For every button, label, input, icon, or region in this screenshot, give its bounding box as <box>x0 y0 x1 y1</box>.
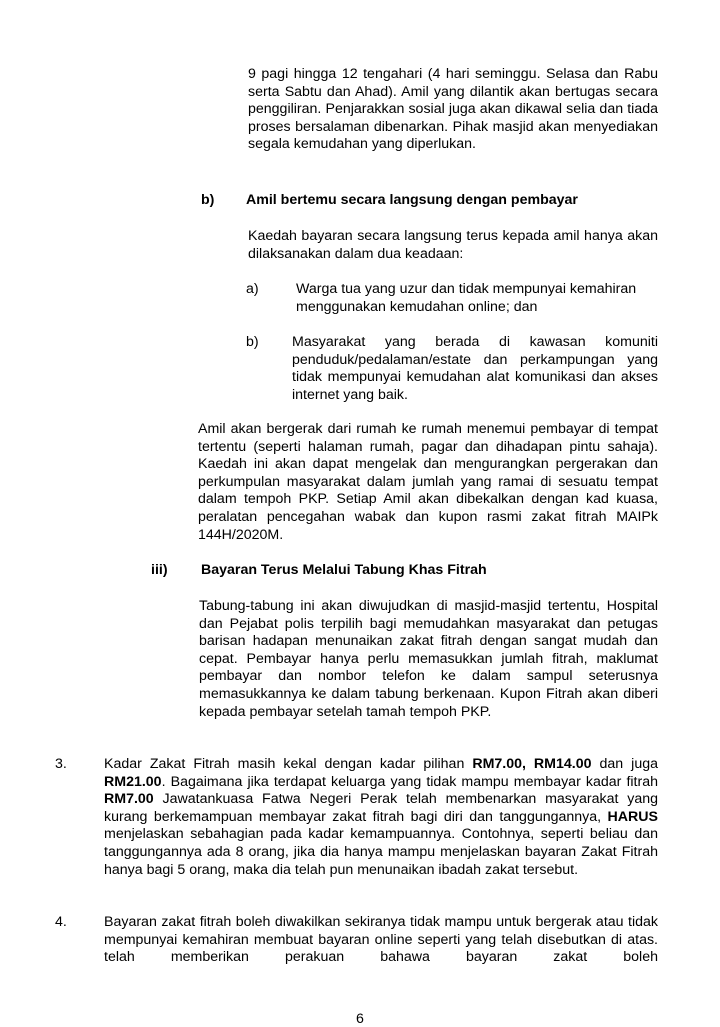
para3-t4: Jawatankuasa Fatwa Negeri Perak telah membenarkan masyarakat yang kurang berkemampuan membayar zakat fitrah bagi diri dan tanggungannya, <box>104 791 658 825</box>
para3-t2: dan juga <box>591 756 658 772</box>
section-b-heading: Amil bertemu secara langsung dengan pembayar <box>246 192 578 208</box>
para3-b3: RM7.00 <box>104 791 154 808</box>
para3-b1: RM7.00, RM14.00 <box>472 756 592 772</box>
page-number: 6 <box>356 1011 364 1027</box>
para3-t5: menjelaskan sebahagian pada kadar kemampuannya. Contohnya, seperti beliau dan tanggungannya ada 8 orang, jika dia hanya mampu menjelaskan bayaran Zakat Fitrah hanya bagi 5 orang, maka dia telah pun menunaikan ibadah zakat tersebut. <box>104 826 658 878</box>
para3-t1: Kadar Zakat Fitrah masih kekal dengan kadar pilihan <box>104 756 473 772</box>
para4-number: 4. <box>55 914 67 930</box>
para3-number: 3. <box>55 756 67 772</box>
section-iii-paragraph: Tabung-tabung ini akan diwujudkan di masjid-masjid tertentu, Hospital dan Pejabat polis terpilih bagi memudahkan masyarakat dan petugas barisan hadapan menunaikan zakat fitrah dengan sangat mudah dan cepat. Pembayar hanya perlu memasukkan jumlah fitrah, maklumat pembayar dan nombor telefon ke dalam sampul seterusnya memasukkannya ke dalam tabung berkenaan. Kupon Fitrah akan diberi kepada pembayar setelah tamah tempoh PKP. <box>199 598 658 720</box>
para3-b2: RM21.00 <box>104 773 162 790</box>
item-a-text: Warga tua yang uzur dan tidak mempunyai kemahiran menggunakan kemudahan online; dan <box>296 281 637 315</box>
para4-text: Bayaran zakat fitrah boleh diwakilkan sekiranya tidak mampu untuk bergerak atau tidak mempunyai kemahiran membuat bayaran online seperti yang telah disebutkan di atas. telah memberikan perakuan bahawa bayaran zakat boleh <box>104 914 658 966</box>
section-b-closing: Amil akan bergerak dari rumah ke rumah menemui pembayar di tempat tertentu (seperti halaman rumah, pagar dan dihadapan pintu sahaja). Kaedah ini akan dapat mengelak dan mengurangkan pergerakan dan perkumpulan masyarakat dalam jumlah yang ramai di sesuatu tempat dalam tempoh PKP. Setiap Amil akan dibekalkan dengan kad kuasa, peralatan pencegahan wabak dan kupon rasmi zakat fitrah MAIPk 144H/2020M. <box>198 421 658 543</box>
section-iii-label: iii) <box>151 562 168 578</box>
section-b-label: b) <box>201 192 215 208</box>
para3-b4: HARUS <box>607 808 658 825</box>
section-b-paragraph: Kaedah bayaran secara langsung terus kepada amil hanya akan dilaksanakan dalam dua keadaan: <box>248 228 658 262</box>
item-b-text: Masyarakat yang berada di kawasan komuniti penduduk/pedalaman/estate dan perkampungan yang tidak mempunyai kemudahan alat komunikasi dan akses internet yang baik. <box>292 334 658 403</box>
intro-paragraph: 9 pagi hingga 12 tengahari (4 hari seminggu. Selasa dan Rabu serta Sabtu dan Ahad). Amil yang dilantik akan bertugas secara penggiliran. Penjarakkan sosial juga akan dikawal selia dan tiada proses bersalaman dibenarkan. Pihak masjid akan menyediakan segala kemudahan yang diperlukan. <box>248 66 658 153</box>
para3-text <box>104 756 658 879</box>
para3-t3: . Bagaimana jika terdapat keluarga yang tidak mampu membayar kadar fitrah <box>161 773 658 790</box>
item-b-label: b) <box>246 334 259 350</box>
item-a-label: a) <box>246 281 259 297</box>
section-iii-heading: Bayaran Terus Melalui Tabung Khas Fitrah <box>201 562 487 578</box>
